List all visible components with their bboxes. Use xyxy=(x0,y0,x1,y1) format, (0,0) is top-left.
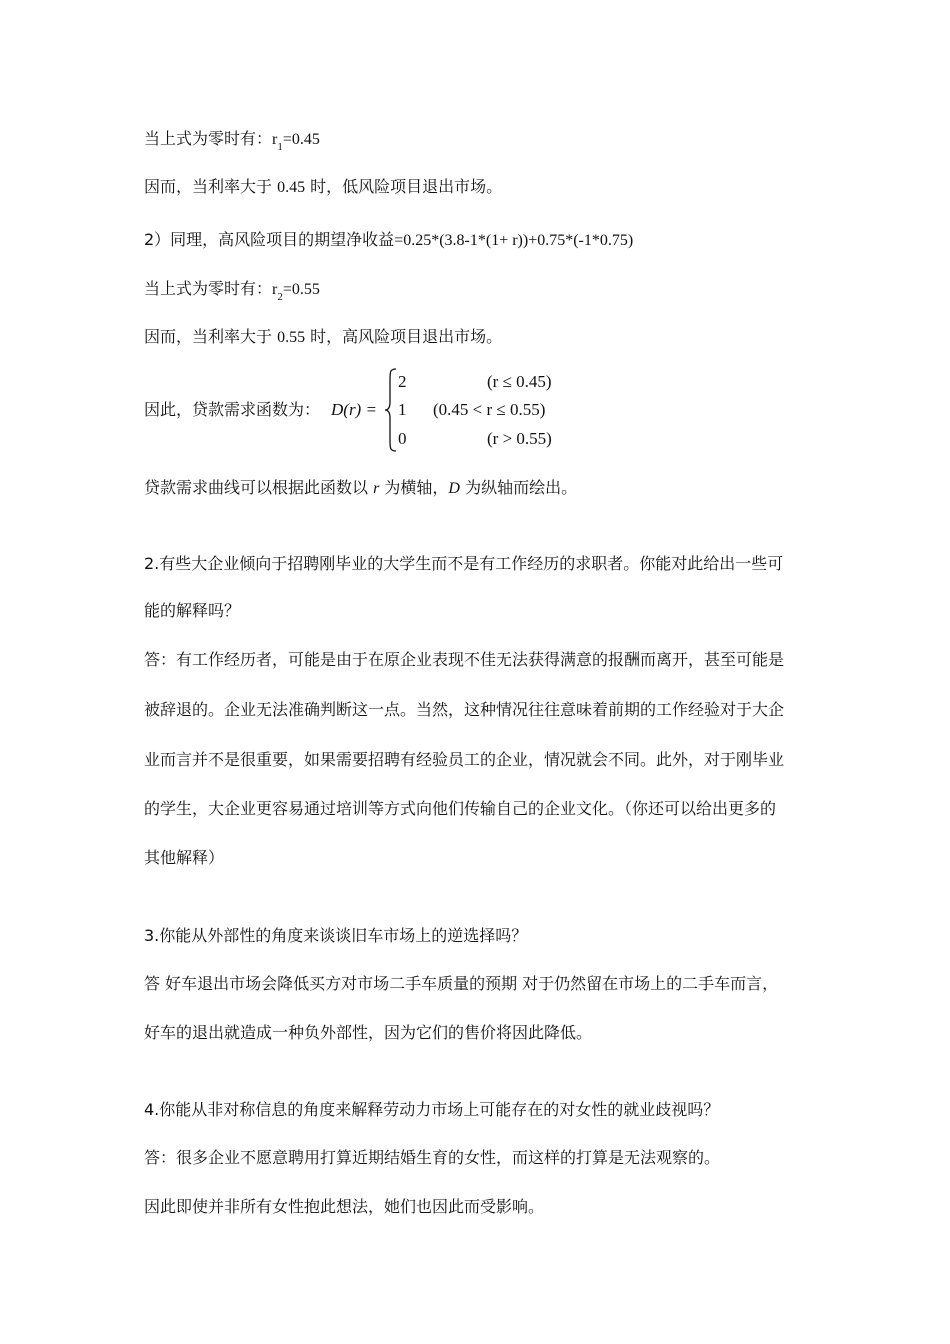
answer-2-line-5: 其他解释） xyxy=(144,848,225,867)
answer-3-line-2: 好车的退出就造成一种负外部性，因为它们的售价将因此降低。 xyxy=(144,1023,593,1042)
answer-4-line-2: 因此即使并非所有女性抱此想法，她们也因此而受影响。 xyxy=(144,1197,545,1216)
demand-function-lhs: D(r) = xyxy=(331,400,377,419)
question-4-line-1: 4.你能从非对称信息的角度来解释劳动力市场上可能存在的对女性的就业歧视吗？ xyxy=(144,1100,720,1119)
conclusion-line-2: 因而，当利率大于 0.55 时，高风险项目退出市场。 xyxy=(144,327,503,346)
question-2-line-1: 2.有些大企业倾向于招聘刚毕业的大学生而不是有工作经历的求职者。你能对此给出一些可 xyxy=(144,554,784,573)
question-3-line-1: 3.你能从外部性的角度来谈谈旧车市场上的逆选择吗？ xyxy=(144,926,528,945)
answer-2-line-3: 业而言并不是很重要，如果需要招聘有经验员工的企业，情况就会不同。此外，对于刚毕业 xyxy=(144,750,785,769)
case-1-condition: (r ≤ 0.45) xyxy=(487,372,552,391)
case-3-condition: (r > 0.55) xyxy=(487,429,552,448)
piecewise-brace-icon xyxy=(384,368,398,452)
case-2-value: 1 xyxy=(398,400,407,419)
conclusion-line-1: 因而，当利率大于 0.45 时，低风险项目退出市场。 xyxy=(144,177,503,196)
case-1-value: 2 xyxy=(398,372,407,391)
answer-2-line-1: 答：有工作经历者，可能是由于在原企业表现不佳无法获得满意的报酬而离开，甚至可能是 xyxy=(144,650,785,669)
answer-2-line-4: 的学生，大企业更容易通过培训等方式向他们传输自己的企业文化。（你还可以给出更多的 xyxy=(144,799,777,818)
answer-2-line-2: 被辞退的。企业无法准确判断这一点。当然，这种情况往往意味着前期的工作经验对于大企 xyxy=(144,700,785,719)
case-3-value: 0 xyxy=(398,429,407,448)
answer-3-line-1: 答 好车退出市场会降低买方对市场二手车质量的预期 对于仍然留在市场上的二手车而言， xyxy=(144,974,779,993)
high-risk-formula-line: 2）同理，高风险项目的期望净收益=0.25*(3.8-1*(1+ r))+0.75*(-1*0.75) xyxy=(144,230,634,249)
zero-condition-line-1: 当上式为零时有：$r_1=0.45$ xyxy=(144,129,320,153)
case-2-condition: (0.45 < r ≤ 0.55) xyxy=(433,400,546,419)
demand-curve-note: 贷款需求曲线可以根据此函数以 r 为横轴，D 为纵轴而绘出。 xyxy=(144,478,578,497)
zero-condition-line-2: 当上式为零时有：$r_2=0.55$ xyxy=(144,279,320,303)
demand-function-label: 因此，贷款需求函数为： xyxy=(144,400,321,419)
answer-4-line-1: 答：很多企业不愿意聘用打算近期结婚生育的女性，而这样的打算是无法观察的。 xyxy=(144,1148,721,1167)
question-2-line-2: 能的解释吗？ xyxy=(144,601,241,620)
